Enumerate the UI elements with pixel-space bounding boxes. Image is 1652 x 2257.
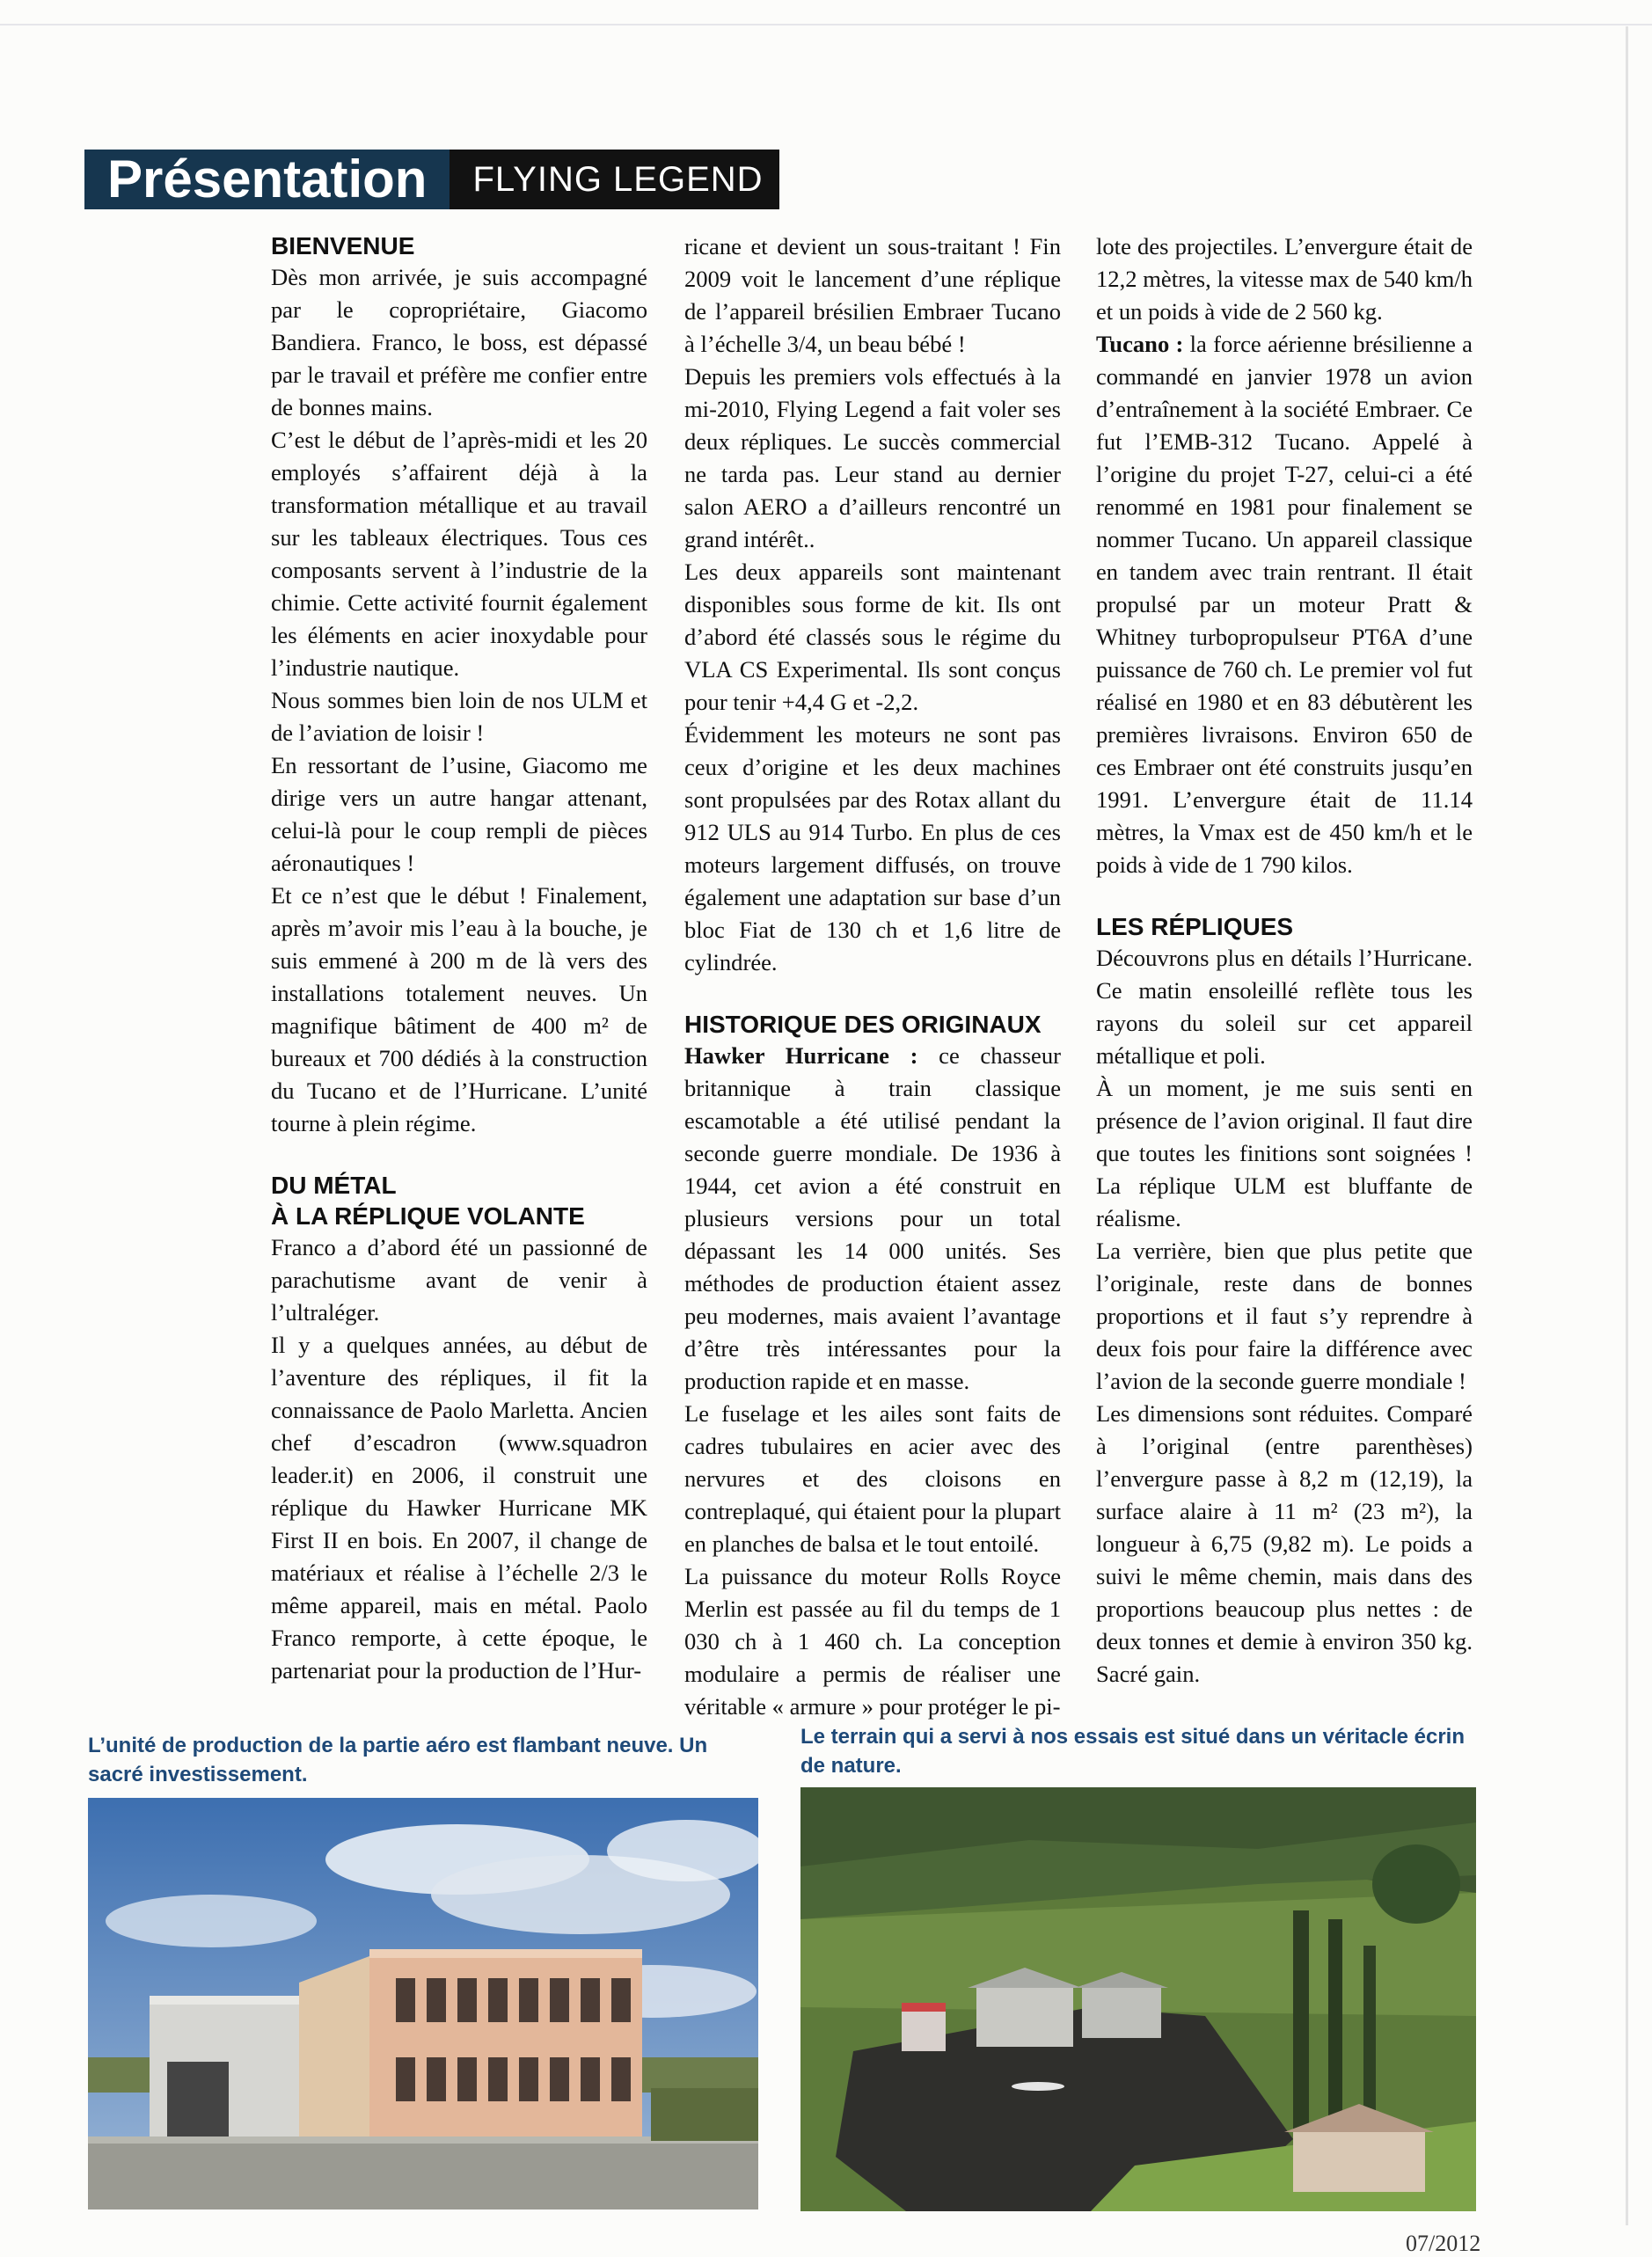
paragraph: La puissance du moteur Rolls Royce Merlin est passée au fil du temps de 1 030 ch à 1 460 ch. La conception modulaire a permis de réaliser une véritable « armure » pour protéger le pi-: [684, 1563, 1061, 1720]
paragraph: Il y a quelques années, au début de l’aventure des répliques, il fit la connaissance de Paolo Marletta. Ancien chef d’escadron (www.squadron leader.it) en 2006, il construit une réplique du Hawker Hurricane MK First II en bois. En 2007, il change de matériaux et réalise à l’échelle 2/3 le même appareil, mais en métal. Paolo Franco remporte, à cette époque, le partenariat pour la production de l’Hur-: [271, 1332, 647, 1684]
scan-right-edge: [1626, 26, 1628, 2225]
article-column-1: [271, 230, 647, 1687]
issue-date: 07/2012: [1406, 2231, 1481, 2256]
paragraph: La verrière, bien que plus petite que l’originale, reste dans de bonnes proportions et il faut s’y reprendre à deux fois pour faire la différence avec l’avion de la seconde guerre mondiale !: [1096, 1238, 1473, 1394]
article-column-2: [684, 230, 1061, 1723]
paragraph: Évidemment les moteurs ne sont pas ceux d’origine et les deux machines sont propulsées par des Rotax allant du 912 ULS au 914 Turbo. En plus de ces moteurs largement diffusés, on trouve également une adaptation sur base d’un bloc Fiat de 130 ch et 1,6 litre de cylindrée.: [684, 721, 1061, 975]
article-column-3: [1096, 230, 1473, 1691]
paragraph: En ressortant de l’usine, Giacomo me dirige vers un autre hangar attenant, celui-là pour le coup rempli de pièces aéronautiques !: [271, 752, 647, 876]
magazine-title: FLYING LEGEND: [450, 150, 778, 209]
heading-bienvenue: BIENVENUE: [271, 232, 415, 259]
paragraph: Nous sommes bien loin de nos ULM et de l’aviation de loisir !: [271, 687, 647, 746]
section-banner: [84, 150, 779, 209]
paragraph: Les dimensions sont réduites. Comparé à l’original (entre parenthèses) l’envergure passe à 8,2 m (12,19), la surface alaire à 11 m² (23 m²), la longueur à 6,75 (9,82 m). Le poids a suivi le même chemin, mais dans des proportions beaucoup plus nettes : de deux tonnes et demie à environ 350 kg. Sacré gain.: [1096, 1400, 1473, 1687]
airfield-photo: [800, 1787, 1476, 2211]
heading-du-metal: DU MÉTAL: [271, 1172, 397, 1199]
paragraph: Depuis les premiers vols effectués à la mi-2010, Flying Legend a fait voler ses deux répliques. Le succès commercial ne tarda pas. Leur stand au dernier salon AERO a d’ailleurs rencontré un grand intérêt..: [684, 363, 1061, 552]
photo-caption-right: Le terrain qui a servi à nos essais est situé dans un véritacle écrin de nature.: [800, 1725, 1466, 1778]
factory-building-illustration: [88, 1798, 758, 2210]
paragraph-text: la force aérienne brésilienne a commandé en janvier 1978 un avion d’entraînement à la société Embraer. Ce fut l’EMB-312 Tucano. Appelé à l’origine du projet T-27, celui-ci a été renommé en 1981 pour finalement se nommer Tucano. Un appareil classique en tandem avec train rentrant. Il était propulsé par un moteur Pratt & Whitney turbopropulseur PT6A d’une puissance de 760 ch. Le premier vol fut réalisé en 1980 et en 83 débutèrent les premières livraisons. Environ 650 de ces Embraer ont été construits jusqu’en 1991. L’envergure était de 11.14 mètres, la Vmax est de 450 km/h et le poids à vide de 1 790 kilos.: [1096, 331, 1473, 878]
heading-historique: HISTORIQUE DES ORIGINAUX: [684, 1011, 1042, 1038]
paragraph: C’est le début de l’après-midi et les 20 employés s’affairent déjà à la transformation métallique et au travail sur les tableaux électriques. Tous ces composants servent à l’industrie de la chimie. Cette activité fournit également les éléments en acier inoxydable pour l’industrie nautique.: [271, 427, 647, 681]
photo-caption-left: L’unité de production de la partie aéro est flambant neuve. Un sacré investissement.: [88, 1734, 708, 1786]
lead-in-hurricane: Hawker Hurricane :: [684, 1042, 918, 1069]
lead-in-tucano: Tucano :: [1096, 331, 1184, 357]
paragraph-text: ce chasseur britannique à train classique escamotable a été utilisé pendant la seconde guerre mondiale. De 1936 à 1944, cet avion a été construit en plusieurs versions pour un total dépassant les 14 000 unités. Ses méthodes de production étaient assez peu modernes, mais avaient l’avantage d’être très intéressantes pour la production rapide et en masse.: [684, 1042, 1061, 1394]
paragraph: Découvrons plus en détails l’Hurricane. Ce matin ensoleillé reflète tous les rayons du soleil sur cet appareil métallique et poli.: [1096, 945, 1473, 1069]
paragraph: Dès mon arrivée, je suis accompagné par le copropriétaire, Giacomo Bandiera. Franco, le boss, est dépassé par le travail et préfère me confier entre de bonnes mains.: [271, 264, 647, 420]
heading-replique-volante: À LA RÉPLIQUE VOLANTE: [271, 1202, 585, 1230]
paragraph: Franco a d’abord été un passionné de parachutisme avant de venir à l’ultraléger.: [271, 1234, 647, 1326]
paragraph: [1096, 328, 1473, 881]
paragraph: Et ce n’est que le début ! Finalement, après m’avoir mis l’eau à la bouche, je suis emmené à 200 m de là vers des installations totalement neuves. Un magnifique bâtiment de 400 m² de bureaux et 700 dédiés à la construction du Tucano et de l’Hurricane. L’unité tourne à plein régime.: [271, 882, 647, 1136]
airfield-illustration: [800, 1787, 1476, 2211]
paragraph: À un moment, je me suis senti en présence de l’avion original. Il faut dire que toutes les finitions sont soignées ! La réplique ULM est bluffante de réalisme.: [1096, 1075, 1473, 1231]
paragraph: Les deux appareils sont maintenant disponibles sous forme de kit. Ils ont d’abord été classés sous le régime du VLA CS Experimental. Ils sont conçus pour tenir +4,4 G et -2,2.: [684, 559, 1061, 715]
section-title: Présentation: [84, 150, 450, 209]
heading-les-repliques: LES RÉPLIQUES: [1096, 913, 1294, 940]
paragraph: [684, 1040, 1061, 1398]
scan-top-edge: [0, 24, 1652, 26]
paragraph: lote des projectiles. L’envergure était de 12,2 mètres, la vitesse max de 540 km/h et un poids à vide de 2 560 kg.: [1096, 233, 1473, 325]
factory-building-photo: [88, 1798, 758, 2210]
paragraph: Le fuselage et les ailes sont faits de cadres tubulaires en acier avec des nervures et des cloisons en contreplaqué, qui étaient pour la plupart en planches de balsa et le tout entoilé.: [684, 1400, 1061, 1557]
paragraph: ricane et devient un sous-traitant ! Fin 2009 voit le lancement d’une réplique de l’appareil brésilien Embraer Tucano à l’échelle 3/4, un beau bébé !: [684, 233, 1061, 357]
